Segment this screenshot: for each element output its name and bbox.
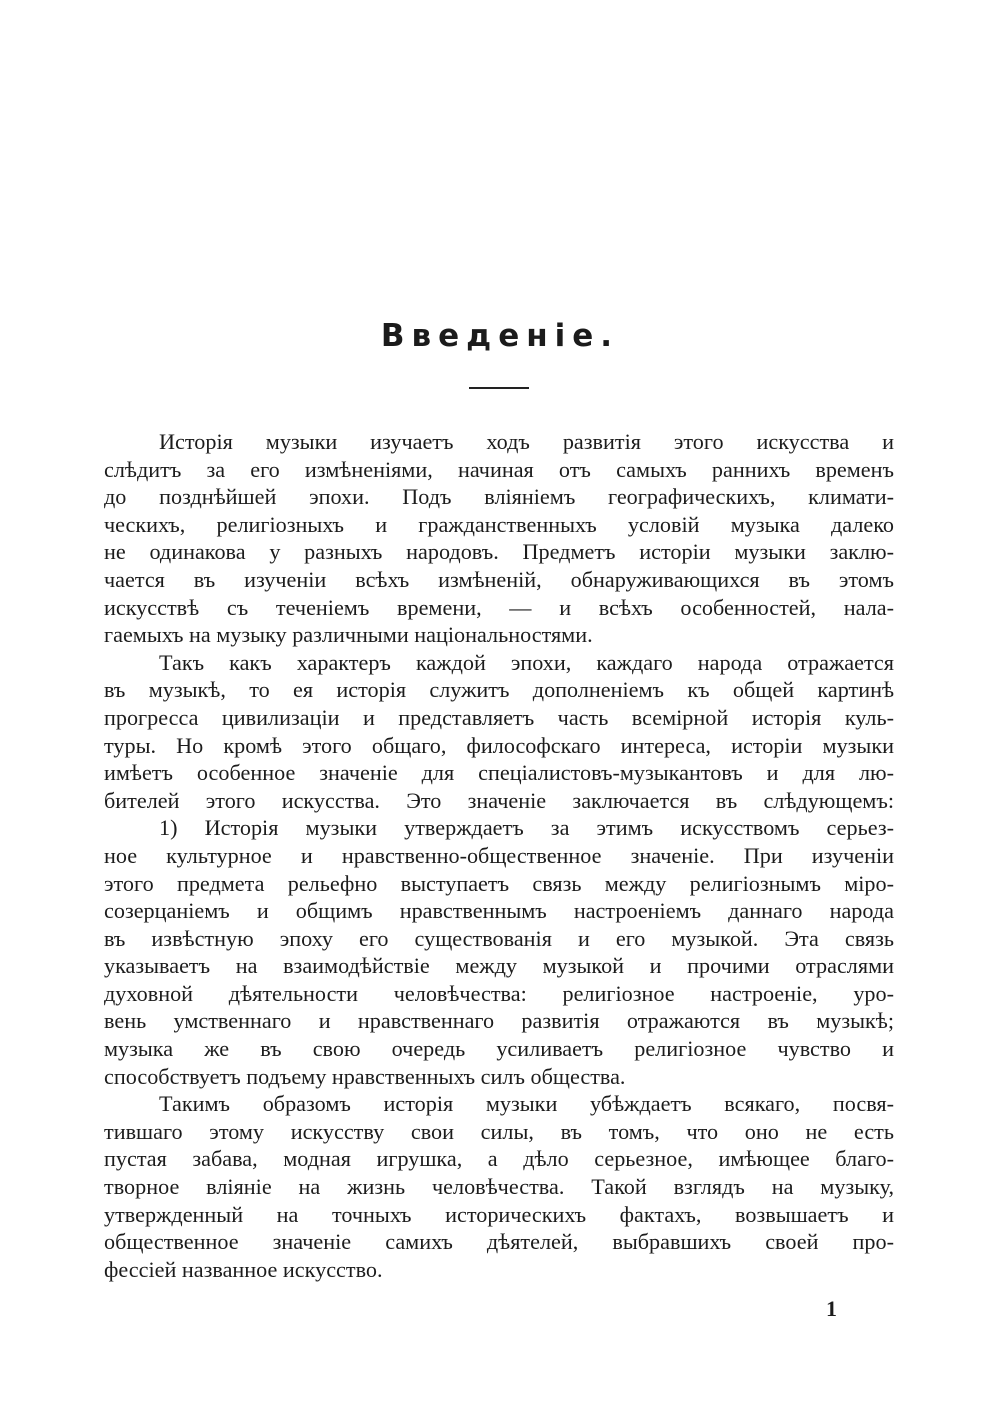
text-line: пустая забава, модная игрушка, а дѣло серьезное, имѣющее благо-: [104, 1146, 894, 1172]
text-line: до позднѣйшей эпохи. Подъ вліяніемъ географическихъ, климати-: [104, 484, 894, 510]
text-line: музыка же въ свою очередь усиливаетъ религіозное чувство и: [104, 1036, 894, 1062]
text-line: имѣетъ особенное значеніе для спеціалистовъ-музыкантовъ и для лю-: [104, 760, 894, 786]
text-line: не одинакова у разныхъ народовъ. Предметъ исторіи музыки заклю-: [104, 539, 894, 565]
text-line: тившаго этому искусству свои силы, въ томъ, что оно не есть: [104, 1118, 894, 1144]
text-line: въ извѣстную эпоху его существованія и его музыкой. Эта связь: [104, 925, 894, 951]
text-line: духовной дѣятельности человѣчества: религіозное настроеніе, уро-: [104, 980, 894, 1006]
text-line: гаемыхъ на музыку различными національностями.: [104, 622, 593, 648]
text-line: въ музыкѣ, то ея исторія служитъ дополненіемъ къ общей картинѣ: [104, 677, 894, 703]
text-line: Такимъ образомъ исторія музыки убѣждаетъ всякаго, посвя-: [159, 1091, 894, 1117]
chapter-title: Введенiе.: [380, 318, 620, 354]
text-line: ческихъ, религіозныхъ и гражданственныхъ условій музыка далеко: [104, 511, 894, 537]
text-line: созерцаніемъ и общимъ нравственнымъ настроеніемъ даннаго народа: [104, 898, 894, 924]
text-line: прогресса цивилизаціи и представляетъ часть всемірной исторія куль-: [104, 704, 894, 730]
text-line: ное культурное и нравственно-общественное значеніе. При изученіи: [104, 842, 894, 868]
text-line: искусствѣ съ теченіемъ времени, — и всѣхъ особенностей, нала-: [104, 594, 894, 620]
text-line: этого предмета рельефно выступаетъ связь между религіознымъ міро-: [104, 870, 894, 896]
page-number: 1: [826, 1296, 837, 1321]
text-line: указываетъ на взаимодѣйствіе между музыкой и прочими отраслями: [104, 953, 894, 979]
text-line: 1) Исторія музыки утверждаетъ за этимъ искусствомъ серьез-: [159, 815, 894, 841]
text-line: бителей этого искусства. Это значеніе заключается въ слѣдующемъ:: [104, 787, 894, 813]
text-line: общественное значеніе самихъ дѣятелей, выбравшихъ своей про-: [104, 1229, 894, 1255]
text-line: Исторія музыки изучаетъ ходъ развитія этого искусства и: [159, 429, 894, 454]
text-line: Такъ какъ характеръ каждой эпохи, каждаго народа отражается: [159, 649, 894, 675]
text-line: чается въ изученіи всѣхъ измѣненій, обнаруживающихся въ этомъ: [104, 566, 894, 592]
text-line: способствуетъ подъему нравственныхъ силъ общества.: [104, 1063, 626, 1089]
text-line: фессіей названное искусство.: [104, 1256, 383, 1282]
text-line: утвержденный на точныхъ историческихъ фактахъ, возвышаетъ и: [104, 1201, 894, 1227]
body-text: [104, 428, 894, 1283]
title-divider: [469, 387, 529, 389]
text-line: туры. Но кромѣ этого общаго, философскаго интереса, исторіи музыки: [104, 732, 894, 758]
text-line: слѣдитъ за его измѣненіями, начиная отъ самыхъ раннихъ временъ: [104, 456, 894, 482]
text-line: вень умственнаго и нравственнаго развитія отражаются въ музыкѣ;: [104, 1008, 894, 1034]
text-line: творное вліяніе на жизнь человѣчества. Такой взглядъ на музыку,: [104, 1174, 894, 1200]
